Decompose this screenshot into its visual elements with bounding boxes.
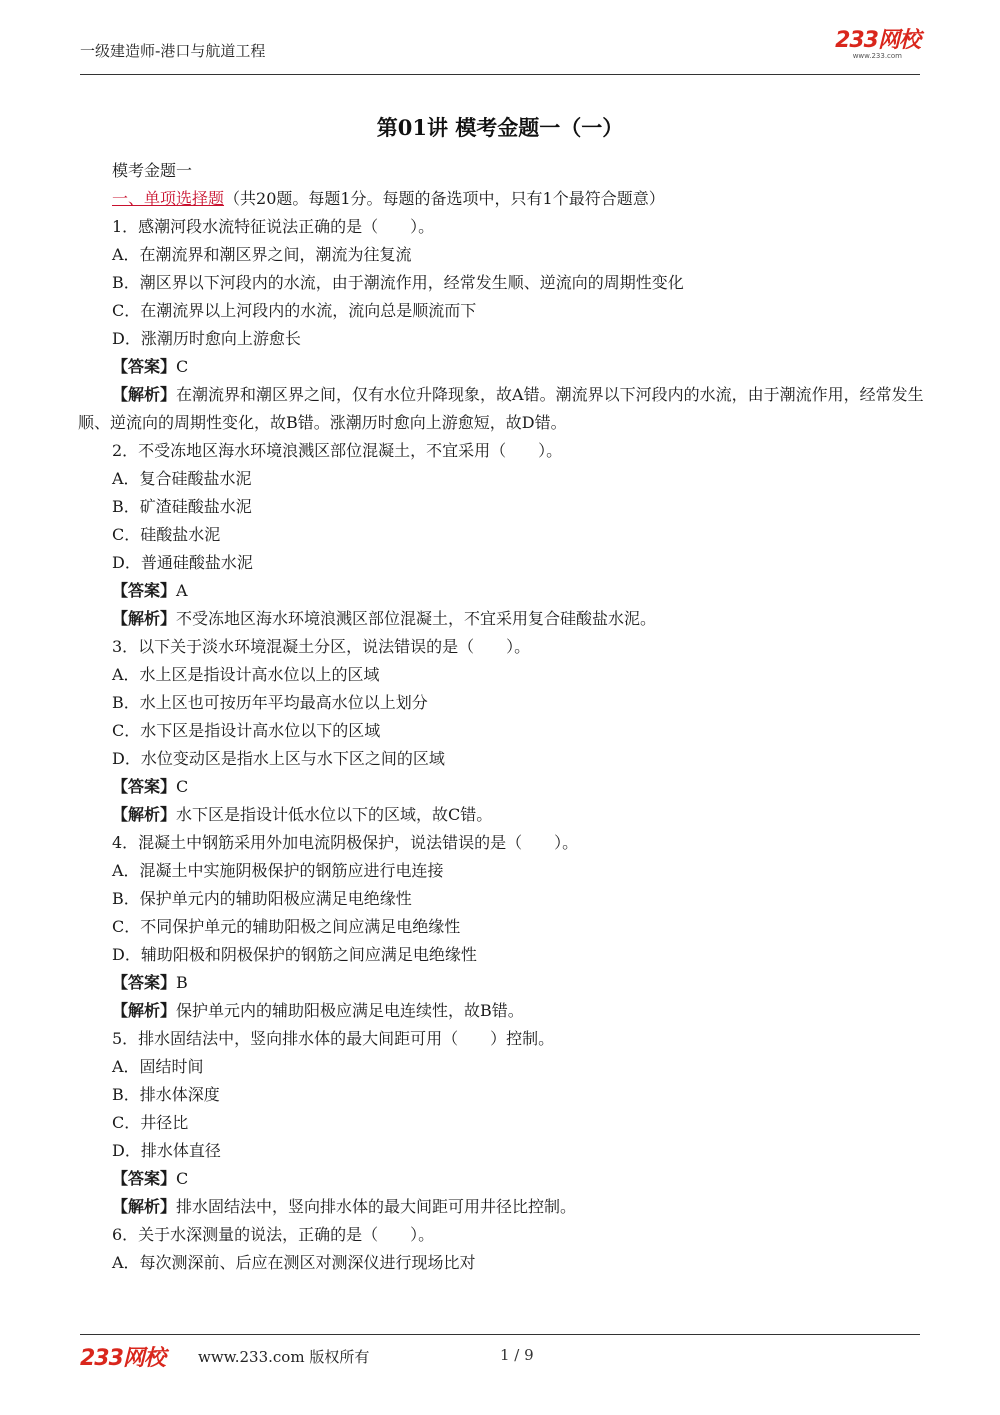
q4-answer xyxy=(78,969,928,997)
q4-analysis xyxy=(78,997,928,1025)
analysis-label: 【解析】 xyxy=(112,1197,177,1216)
q3-option-a: A．水上区是指设计高水位以上的区域 xyxy=(112,665,380,684)
document-title: 第01讲 模考金题一（一） xyxy=(376,115,624,140)
page-footer xyxy=(80,1334,920,1375)
page-header xyxy=(80,28,920,75)
q5-option-d: D．排水体直径 xyxy=(112,1141,221,1160)
answer-value: A xyxy=(176,581,188,600)
question-2: 2．不受冻地区海水环境浪溅区部位混凝土，不宜采用（ ）。 xyxy=(112,441,563,460)
question-4: 4．混凝土中钢筋采用外加电流阴极保护，说法错误的是（ ）。 xyxy=(112,833,579,852)
answer-value: C xyxy=(176,1169,189,1188)
q2-option-a: A．复合硅酸盐水泥 xyxy=(112,469,252,488)
answer-label: 【答案】 xyxy=(112,1169,177,1188)
question-1: 1．感潮河段水流特征说法正确的是（ ）。 xyxy=(112,217,435,236)
q5-option-b: B．排水体深度 xyxy=(112,1085,220,1104)
answer-value: C xyxy=(176,777,189,796)
header-title: 一级建造师-港口与航道工程 xyxy=(80,42,266,60)
q1-answer xyxy=(78,353,928,381)
section-desc: （共20题。每题1分。每题的备选项中，只有1个最符合题意） xyxy=(224,189,665,208)
analysis-label: 【解析】 xyxy=(112,1001,177,1020)
q6-option-a: A．每次测深前、后应在测区对测深仪进行现场比对 xyxy=(112,1253,476,1272)
analysis-label: 【解析】 xyxy=(112,609,177,628)
q3-option-d: D．水位变动区是指水上区与水下区之间的区域 xyxy=(112,749,445,768)
logo-url: www.233.com xyxy=(852,52,902,60)
q5-analysis xyxy=(78,1193,928,1221)
q2-option-d: D．普通硅酸盐水泥 xyxy=(112,553,253,572)
q3-answer xyxy=(78,773,928,801)
footer-copyright: www.233.com 版权所有 xyxy=(198,1348,370,1366)
analysis-label: 【解析】 xyxy=(112,805,177,824)
q2-analysis xyxy=(78,605,928,633)
analysis-text: 水下区是指设计低水位以下的区域，故C错。 xyxy=(176,805,493,824)
question-5: 5．排水固结法中，竖向排水体的最大间距可用（ ）控制。 xyxy=(112,1029,555,1048)
q4-option-a: A．混凝土中实施阴极保护的钢筋应进行电连接 xyxy=(112,861,444,880)
page-number: 1 / 9 xyxy=(500,1346,534,1364)
answer-value: C xyxy=(176,357,189,376)
answer-label: 【答案】 xyxy=(112,581,177,600)
q1-option-d: D．涨潮历时愈向上游愈长 xyxy=(112,329,301,348)
q2-option-b: B．矿渣硅酸盐水泥 xyxy=(112,497,252,516)
q1-option-a: A．在潮流界和潮区界之间，潮流为往复流 xyxy=(112,245,412,264)
q4-option-d: D．辅助阳极和阴极保护的钢筋之间应满足电绝缘性 xyxy=(112,945,477,964)
brand-logo xyxy=(810,28,920,68)
analysis-text: 在潮流界和潮区界之间，仅有水位升降现象，故A错。潮流界以下河段内的水流，由于潮流作用，经常发生顺、逆流向的周期性变化，故B错。涨潮历时愈向上游愈短，故D错。 xyxy=(78,385,924,432)
section-heading xyxy=(78,185,928,213)
q5-answer xyxy=(78,1165,928,1193)
section-label[interactable]: 一、单项选择题 xyxy=(112,189,225,208)
question-3: 3．以下关于淡水环境混凝土分区，说法错误的是（ ）。 xyxy=(112,637,531,656)
analysis-text: 保护单元内的辅助阳极应满足电连续性，故B错。 xyxy=(176,1001,524,1020)
q5-option-a: A．固结时间 xyxy=(112,1057,204,1076)
q5-option-c: C．井径比 xyxy=(112,1113,189,1132)
q1-analysis xyxy=(78,381,928,437)
answer-label: 【答案】 xyxy=(112,973,177,992)
document-body xyxy=(78,157,928,1277)
answer-label: 【答案】 xyxy=(112,357,177,376)
subtitle: 模考金题一 xyxy=(112,161,193,180)
analysis-text: 不受冻地区海水环境浪溅区部位混凝土，不宜采用复合硅酸盐水泥。 xyxy=(176,609,657,628)
q3-analysis xyxy=(78,801,928,829)
answer-label: 【答案】 xyxy=(112,777,177,796)
answer-value: B xyxy=(176,973,188,992)
logo-text: 233网校 xyxy=(835,28,920,53)
q4-option-b: B．保护单元内的辅助阳极应满足电绝缘性 xyxy=(112,889,412,908)
footer-logo: 233网校 xyxy=(80,1346,165,1371)
question-6: 6．关于水深测量的说法，正确的是（ ）。 xyxy=(112,1225,435,1244)
q3-option-b: B．水上区也可按历年平均最高水位以上划分 xyxy=(112,693,428,712)
analysis-label: 【解析】 xyxy=(112,385,177,404)
q2-option-c: C．硅酸盐水泥 xyxy=(112,525,221,544)
q3-option-c: C．水下区是指设计高水位以下的区域 xyxy=(112,721,381,740)
q1-option-c: C．在潮流界以上河段内的水流，流向总是顺流而下 xyxy=(112,301,477,320)
q2-answer xyxy=(78,577,928,605)
analysis-text: 排水固结法中，竖向排水体的最大间距可用井径比控制。 xyxy=(176,1197,577,1216)
q4-option-c: C．不同保护单元的辅助阳极之间应满足电绝缘性 xyxy=(112,917,461,936)
q1-option-b: B．潮区界以下河段内的水流，由于潮流作用，经常发生顺、逆流向的周期性变化 xyxy=(112,273,684,292)
